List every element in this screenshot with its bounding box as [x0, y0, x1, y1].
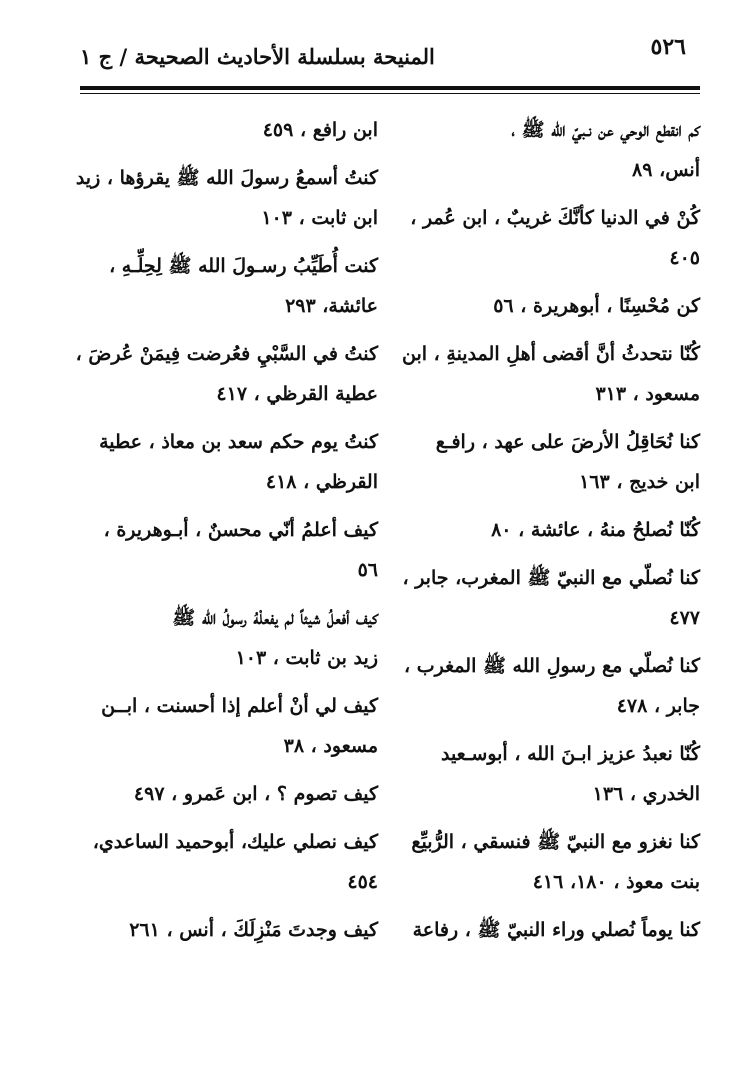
index-entry	[402, 510, 700, 550]
index-entry-line: ابن رافع ، ٤٥٩	[262, 119, 378, 141]
index-entry-line: كُنّا نُصلحُ منهُ ، عائشة ، ٨٠	[491, 519, 700, 541]
header-rule-thin	[80, 93, 700, 94]
index-entry-line: كنتُ أسمعُ رسولَ الله ﷺ يقرؤها ، زيد	[75, 167, 378, 189]
index-entry-line: مسعود ، ٣٨	[283, 735, 378, 757]
index-entry	[402, 734, 700, 814]
index-entry-line: كيف وجدتَ مَنْزِلَكَ ، أنس ، ٢٦١	[129, 919, 378, 941]
index-entry	[402, 286, 700, 326]
index-columns	[75, 110, 700, 1045]
index-entry	[80, 110, 378, 150]
index-entry-line: كنا نُصلّي مع رسولِ الله ﷺ المغرب ،	[404, 655, 700, 677]
index-entry	[80, 246, 378, 326]
index-entry-line: ٤٧٧	[669, 607, 700, 629]
index-entry-line: كُنّا نتحدثُ أنَّ أقضى أهلِ المدينةِ ، ابن	[401, 343, 700, 365]
index-entry-line: ٥٦	[357, 559, 378, 581]
index-entry	[80, 422, 378, 502]
right-column	[402, 110, 700, 958]
page-header	[80, 30, 700, 78]
index-entry-line: ابن ثابت ، ١٠٣	[261, 207, 378, 229]
index-entry-line: كنتُ في السَّبْيِ فعُرضت فِيمَنْ عُرضَ ،	[75, 343, 378, 365]
index-entry-line: بنت معوذ ، ١٨٠، ٤١٦	[532, 871, 700, 893]
index-entry-line: كُنّا نعبدُ عزيز ابـنَ الله ، أبوسـعيد	[440, 743, 700, 765]
index-entry-line: كيف لي أنْ أعلم إذا أحسنت ، ابــن	[101, 695, 378, 717]
index-entry-line: كيف أفعلُ شيئاً لم يفعلْهُ رسولُ الله ﷺ	[172, 607, 378, 629]
index-entry	[75, 158, 378, 238]
index-entry-line: كنتُ يوم حكم سعد بن معاذ ، عطية	[99, 431, 378, 453]
index-entry	[80, 774, 378, 814]
index-entry-line: ٤٥٤	[347, 871, 378, 893]
index-entry-line: كيف تصوم ؟ ، ابن عَمرو ، ٤٩٧	[133, 783, 378, 805]
index-entry	[402, 110, 700, 190]
left-column	[75, 110, 378, 958]
page-number: ٥٢٦	[650, 34, 686, 60]
index-entry	[80, 822, 378, 902]
running-title: المنيحة بسلسلة الأحاديث الصحيحة / ج ١	[80, 44, 435, 69]
index-entry-line: عائشة، ٢٩٣	[285, 295, 378, 317]
index-entry-line: ٤٠٥	[669, 247, 700, 269]
index-entry-line: كنا يوماً نُصلي وراء النبيّ ﷺ ، رفاعة	[412, 919, 700, 941]
index-entry-line: ابن خديج ، ١٦٣	[579, 471, 700, 493]
index-entry	[402, 558, 700, 638]
index-entry-line: كن مُحْسِنًا ، أبوهريرة ، ٥٦	[493, 295, 700, 317]
index-entry-line: كنا نُحَاقِلُ الأرضَ على عهد ، رافـع	[435, 431, 700, 453]
index-entry	[75, 334, 378, 414]
index-entry-line: كم انقطع الوحي عن نـبيّ الله ﷺ ،	[511, 119, 700, 141]
index-entry-line: الخدري ، ١٣٦	[592, 783, 700, 805]
index-entry-line: القرظي ، ٤١٨	[265, 471, 378, 493]
index-entry	[80, 686, 378, 766]
index-entry-line: كنا نغزو مع النبيّ ﷺ فنسقي ، الرُّبيِّع	[411, 831, 700, 853]
index-entry	[402, 422, 700, 502]
index-entry	[80, 598, 378, 678]
index-entry-line: كيف نصلي عليك، أبوحميد الساعدي،	[92, 831, 378, 853]
index-entry	[80, 910, 378, 950]
index-entry-line: زيد بن ثابت ، ١٠٣	[235, 647, 378, 669]
index-entry-line: كنت أُطَيِّبُ رسـولَ الله ﷺ لِحِلِّـهِ ،	[109, 255, 378, 277]
index-entry	[402, 910, 700, 950]
header-rule-thick	[80, 86, 700, 90]
index-entry	[402, 198, 700, 278]
index-entry-line: أنس، ٨٩	[632, 159, 700, 181]
index-entry-line: مسعود ، ٣١٣	[595, 383, 700, 405]
index-entry	[402, 822, 700, 902]
index-entry-line: كنا نُصلّي مع النبيّ ﷺ المغرب، جابر ،	[402, 567, 700, 589]
index-entry-line: كيف أعلمُ أنّي محسنٌ ، أبـوهريرة ،	[103, 519, 378, 541]
index-entry-line: كُنْ في الدنيا كأنَّكَ غريبٌ ، ابن عُمر ،	[410, 207, 700, 229]
index-entry	[80, 510, 378, 590]
index-entry	[402, 646, 700, 726]
index-entry-line: جابر ، ٤٧٨	[616, 695, 700, 717]
index-entry	[402, 334, 700, 414]
index-entry-line: عطية القرظي ، ٤١٧	[216, 383, 378, 405]
